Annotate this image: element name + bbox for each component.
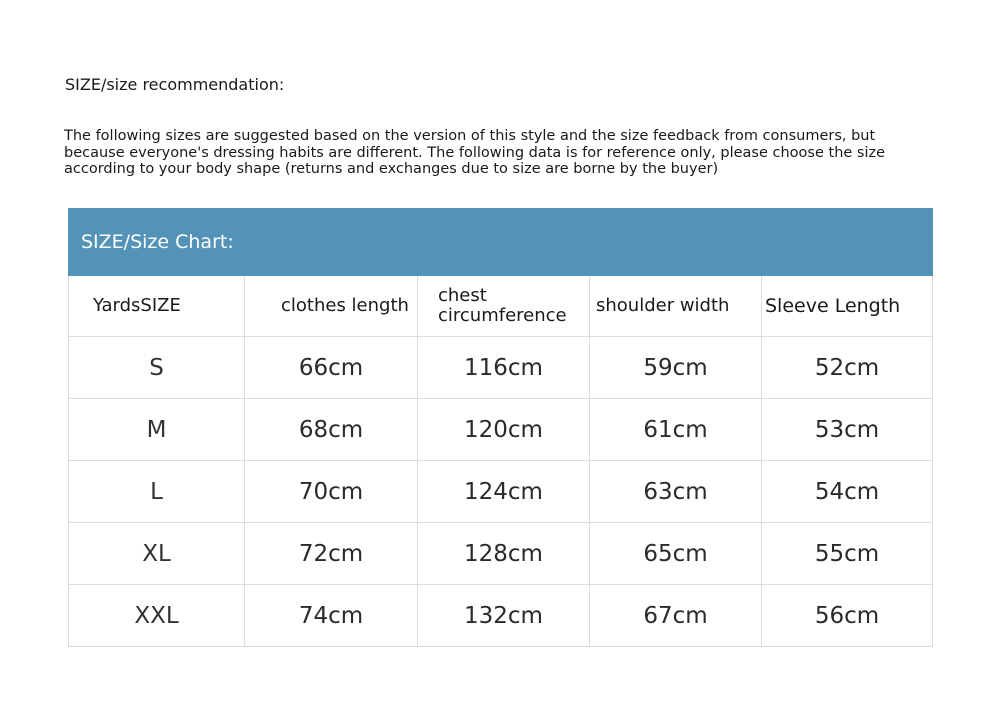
chest-circumference-value: 132cm (418, 585, 590, 647)
column-header-sleeve-length: Sleeve Length (762, 276, 933, 337)
table-row (69, 523, 933, 585)
shoulder-width-value: 67cm (590, 585, 762, 647)
size-label: M (69, 399, 245, 461)
column-header-clothes-length: clothes length (245, 276, 418, 337)
shoulder-width-value: 59cm (590, 337, 762, 399)
sleeve-length-value: 56cm (762, 585, 933, 647)
size-chart-table (68, 208, 933, 647)
clothes-length-value: 74cm (245, 585, 418, 647)
table-row (69, 399, 933, 461)
chest-circumference-value: 120cm (418, 399, 590, 461)
size-label: L (69, 461, 245, 523)
shoulder-width-value: 63cm (590, 461, 762, 523)
size-chart-banner: SIZE/Size Chart: (69, 209, 933, 276)
size-label: S (69, 337, 245, 399)
sleeve-length-value: 52cm (762, 337, 933, 399)
shoulder-width-value: 61cm (590, 399, 762, 461)
clothes-length-value: 66cm (245, 337, 418, 399)
chest-circumference-value: 128cm (418, 523, 590, 585)
chest-circumference-value: 124cm (418, 461, 590, 523)
column-header-size: YardsSIZE (69, 276, 245, 337)
sleeve-length-value: 53cm (762, 399, 933, 461)
table-row (69, 585, 933, 647)
size-label: XL (69, 523, 245, 585)
clothes-length-value: 72cm (245, 523, 418, 585)
page-title: SIZE/size recommendation: (65, 75, 285, 94)
size-disclaimer: The following sizes are suggested based on the version of this style and the size feedback from consumers, but because everyone's dressing habits are different. The following data is for reference only, please choose the size according to your body shape (returns and exchanges due to size are borne by the buyer) (64, 128, 886, 177)
table-row (69, 461, 933, 523)
chest-circumference-value: 116cm (418, 337, 590, 399)
column-header-shoulder-width: shoulder width (590, 276, 762, 337)
shoulder-width-value: 65cm (590, 523, 762, 585)
column-header-row (69, 276, 933, 337)
size-label: XXL (69, 585, 245, 647)
clothes-length-value: 68cm (245, 399, 418, 461)
sleeve-length-value: 54cm (762, 461, 933, 523)
clothes-length-value: 70cm (245, 461, 418, 523)
sleeve-length-value: 55cm (762, 523, 933, 585)
table-row (69, 337, 933, 399)
column-header-chest-circumference: chest circumference (418, 276, 590, 337)
